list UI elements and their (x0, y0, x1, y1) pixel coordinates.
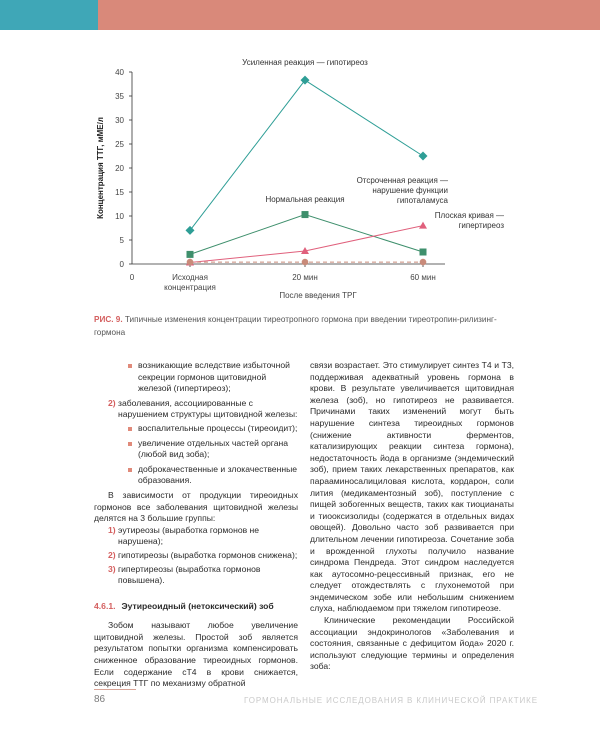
square-bullet-icon (128, 364, 132, 368)
data-point (420, 259, 427, 266)
chart-annotation: нарушение функции (372, 186, 448, 195)
series-line (190, 226, 423, 263)
chart-annotation: Нормальная реакция (265, 195, 345, 204)
y-tick-label: 20 (115, 164, 124, 173)
data-point (187, 259, 194, 266)
chart-annotation: гипоталамуса (396, 196, 448, 205)
list-item: 3) гипертиреозы (выработка гормонов повышена). (108, 563, 261, 586)
page-number: 86 (94, 694, 106, 705)
right-column (310, 360, 514, 673)
y-tick-label: 15 (115, 188, 124, 197)
series-line (190, 80, 423, 230)
chart-annotation: Плоская кривая — (434, 211, 504, 220)
y-axis-title: Концентрация ТТГ, мМЕ/л (96, 117, 105, 219)
figure-caption (94, 313, 514, 339)
item-number: 3) (108, 563, 116, 574)
x-axis-title: После введения ТРГ (279, 291, 357, 300)
left-column (94, 360, 298, 690)
paragraph: связи возрастает. Это стимулирует синтез Т4 и Т3, поддерживая адекватный уровень гормона в крови. В результате увеличивается щитовидная железа (зоб), но гипотиреоз не развивается. Причинами таких изменений могут быть нарушение синтеза тиреоидных гормонов (снижение активности ферментов, катализирующих реакции синтеза гормона), недостаточность йода в организме (эндемический зоб), прием таких лекарственных препаратов, как парааминосалициловая кислота, кордарон, соли лития (медикаментозный зоб), поступление с пищей зобогенных веществ, таких как тиоцианаты и тиооксизолиды (содержатся в отдельных видах овощей). Довольно часто зоб развивается при длительном лечении гипотиреоза. Сочетание зоба и врожденной глухоты получило название синдрома Пендреда. Этот синдром наследуется как аутосомно-рецессивный признак, его не следует отождествлять с глухонемотой при эндемическом зобе или небольшим снижением слуха, наблюдаемом при тяжелом гипотиреозе. (310, 360, 514, 614)
list-item: 2) гипотиреозы (выработка гормонов снижена); (108, 549, 298, 560)
y-tick-label: 5 (119, 236, 124, 245)
list-item: 2) заболевания, ассоциированные с нарушением структуры щитовидной железы: (108, 397, 298, 420)
y-tick-label: 35 (115, 92, 124, 101)
square-bullet-icon (128, 468, 132, 472)
running-title: ГОРМОНАЛЬНЫЕ ИССЛЕДОВАНИЯ В КЛИНИЧЕСКОЙ ПРАКТИКЕ (244, 696, 538, 705)
data-point (302, 259, 309, 266)
data-point (187, 251, 194, 258)
y-tick-label: 10 (115, 212, 124, 221)
tsh-response-chart (0, 30, 600, 310)
x-tick-label: 60 мин (410, 273, 436, 282)
square-bullet-icon (128, 427, 132, 431)
data-point (419, 152, 428, 161)
x-tick-label: 20 мин (292, 273, 318, 282)
data-point (301, 76, 310, 85)
item-number: 2) (108, 397, 116, 408)
item-number: 2) (108, 549, 116, 560)
y-tick-label: 25 (115, 140, 124, 149)
paragraph: Зобом называют любое увеличение щитовидной железы. Простой зоб является результатом попытки организма компенсировать сниженное образование тиреоидных гормонов. Если содержание сТ4 в крови снижается, секреция ТТГ по механизму обратной (94, 620, 298, 689)
list-item: 1) эутиреозы (выработка гормонов не нарушена); (108, 524, 260, 547)
x-tick-label: Исходная (172, 273, 208, 282)
list-item: возникающие вследствие избыточной секреции гормонов щитовидной железой (гипертиреоз); (94, 360, 298, 395)
paragraph: В зависимости от продукции тиреоидных гормонов все заболевания щитовидной железы делятся на 3 большие группы: (94, 489, 298, 524)
square-bullet-icon (128, 442, 132, 446)
section-title: Эутиреоидный (нетоксический) зоб (121, 600, 274, 611)
x-tick-label: 0 (129, 273, 135, 282)
footer-rule (94, 689, 136, 690)
chart-annotation: Отсроченная реакция — (356, 176, 448, 185)
list-item: воспалительные процессы (тиреоидит); (94, 423, 298, 435)
data-point (419, 222, 427, 229)
item-number: 1) (108, 524, 116, 535)
header-band-left (0, 0, 98, 30)
y-tick-label: 40 (115, 68, 124, 77)
chart-annotation: Усиленная реакция — гипотиреоз (242, 58, 368, 67)
x-tick-label: концентрация (164, 283, 216, 292)
figure-caption-text: Типичные изменения концентрации тиреотропного гормона при введении тиреотропин-рилизинг-гормона (94, 315, 497, 337)
data-point (302, 211, 309, 218)
header-band-right (98, 0, 600, 30)
data-point (420, 249, 427, 256)
section-heading (94, 601, 298, 613)
figure-label: РИС. 9. (94, 315, 123, 324)
data-point (186, 226, 195, 235)
paragraph: Клинические рекомендации Российской ассоциации эндокринологов «Заболевания и состояния, связанные с дефицитом йода» 2020 г. используют следующие термины и определения зоба: (310, 615, 514, 672)
y-tick-label: 0 (119, 260, 124, 269)
y-tick-label: 30 (115, 116, 124, 125)
section-number: 4.6.1. (94, 600, 116, 611)
list-item: увеличение отдельных частей органа (любой вид зоба); (94, 438, 298, 461)
list-item: доброкачественные и злокачественные образования. (94, 464, 298, 487)
chart-annotation: гипертиреоз (458, 221, 504, 230)
series-line (190, 215, 423, 255)
